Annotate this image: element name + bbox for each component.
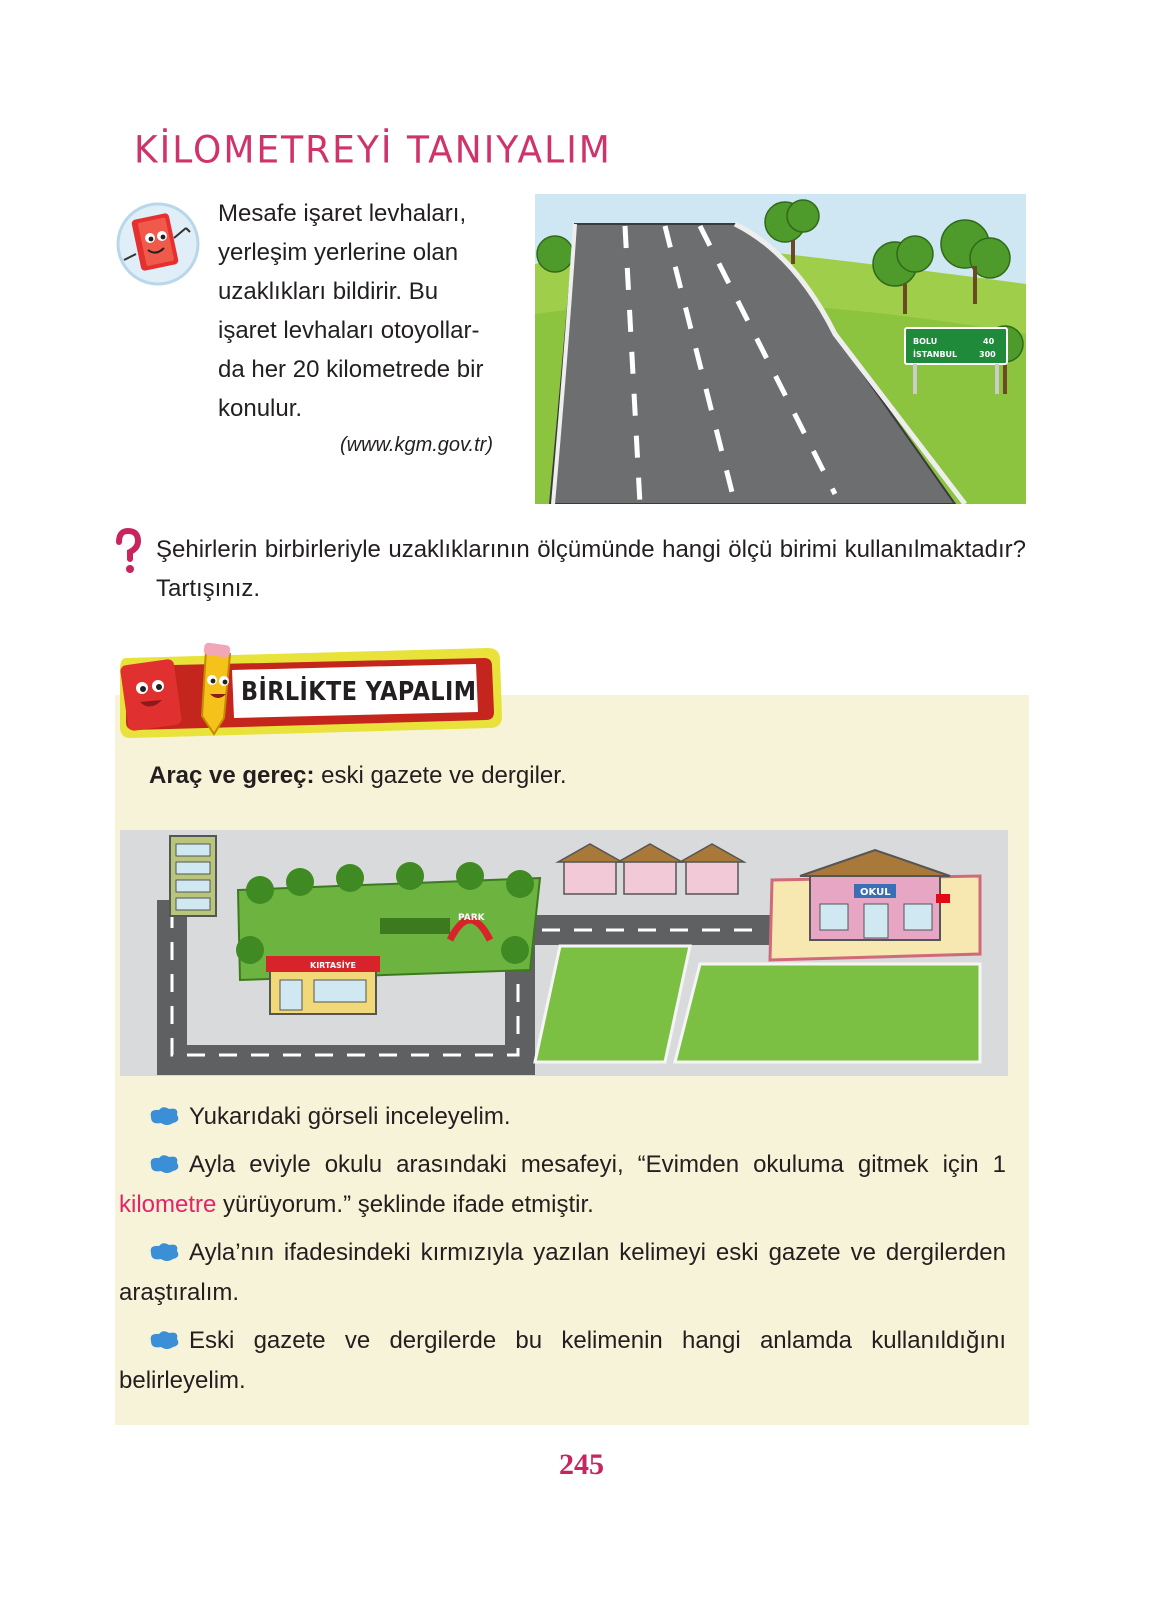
list-item — [119, 1233, 1006, 1313]
sign-city: BOLU — [913, 337, 938, 346]
step-text: Eski gazete ve dergilerde bu kelimenin hangi anlamda kullanıldığını belirleyelim. — [119, 1327, 1006, 1394]
blue-splat-bullet-icon — [147, 1105, 181, 1127]
town-map-illustration — [120, 830, 1008, 1076]
intro-line: işaret levhaları otoyollar- — [218, 317, 480, 344]
question-mark-icon — [113, 528, 143, 576]
step-text: Ayla eviyle okulu arasındaki mesafeyi, “Evimden okuluma gitmek için 1 — [189, 1151, 1006, 1178]
intro-line: yerleşim yerlerine olan — [218, 239, 459, 266]
step-text: Ayla’nın ifadesindeki kırmızıyla yazılan kelimeyi eski gazete ve dergilerden araştıralım. — [119, 1239, 1006, 1306]
activity-steps — [119, 1097, 1006, 1409]
list-item — [119, 1097, 1006, 1137]
step-text: Yukarıdaki görseli inceleyelim. — [189, 1103, 511, 1130]
intro-line: Mesafe işaret levhaları, — [218, 200, 467, 227]
intro-line: uzaklıkları bildirir. Bu — [218, 278, 439, 305]
source-citation: (www.kgm.gov.tr) — [340, 434, 493, 456]
highway-illustration — [535, 194, 1026, 504]
sign-km: 40 — [983, 337, 995, 346]
materials-label: Araç ve gereç: — [149, 762, 315, 789]
blue-splat-bullet-icon — [147, 1241, 181, 1263]
highlighted-word: kilometre — [119, 1191, 217, 1218]
park-label: PARK — [458, 913, 485, 923]
banner-title: BİRLİKTE YAPALIM — [241, 677, 477, 707]
list-item — [119, 1145, 1006, 1225]
blue-splat-bullet-icon — [147, 1329, 181, 1351]
materials-line — [149, 762, 567, 790]
notebook-mascot-icon — [112, 198, 204, 290]
section-heading: KİLOMETREYİ TANIYALIM — [134, 128, 612, 173]
step-text: yürüyorum.” şeklinde ifade etmiştir. — [216, 1191, 594, 1218]
intro-line: da her 20 kilometrede bir — [218, 356, 484, 383]
intro-text — [218, 194, 528, 428]
blue-splat-bullet-icon — [147, 1153, 181, 1175]
materials-value: eski gazete ve dergiler. — [314, 762, 567, 789]
sign-km: 300 — [979, 350, 996, 359]
list-item — [119, 1321, 1006, 1401]
intro-line: konulur. — [218, 395, 303, 422]
page-number: 245 — [559, 1448, 604, 1481]
discussion-question: Şehirlerin birbirleriyle uzaklıklarının ölçümünde hangi ölçü birimi kullanılmaktadır? Tartışınız. — [156, 536, 1026, 602]
school-label: OKUL — [860, 887, 891, 898]
stationery-label: KIRTASİYE — [310, 961, 356, 970]
sign-city: İSTANBUL — [913, 350, 958, 359]
